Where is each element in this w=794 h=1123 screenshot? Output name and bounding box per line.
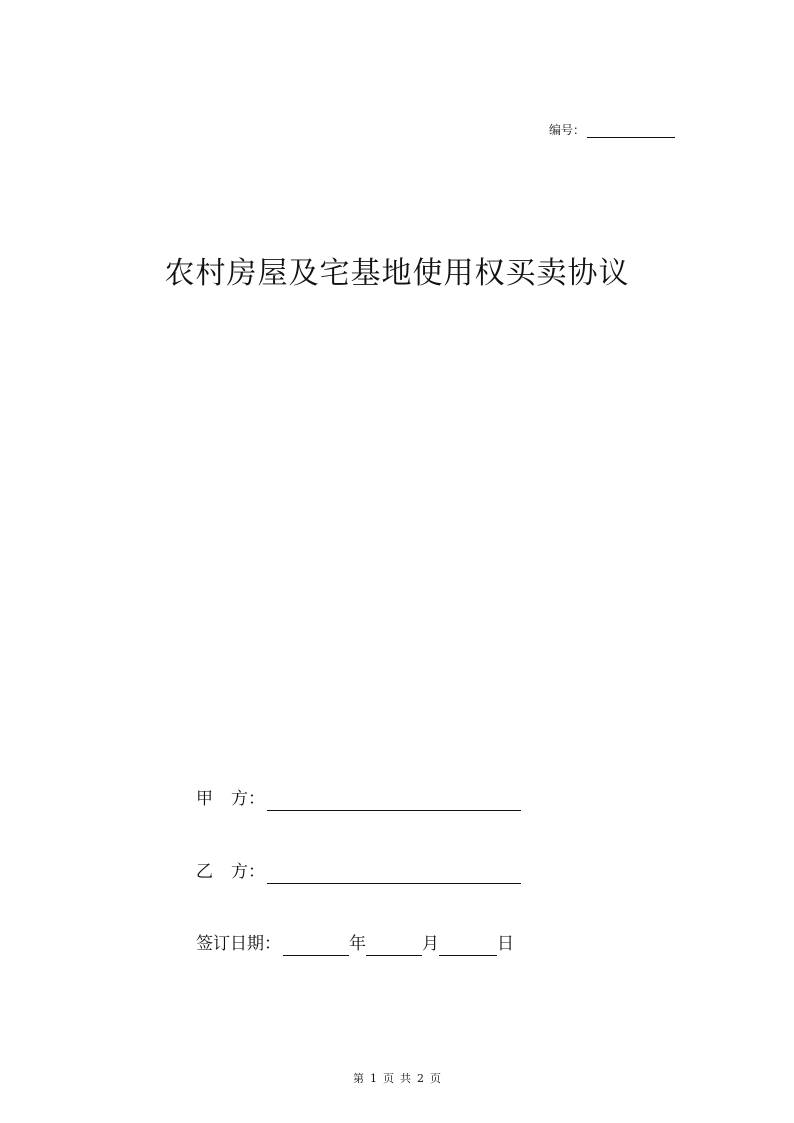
year-blank-line[interactable]	[283, 937, 349, 956]
current-page-number: 1	[370, 1072, 377, 1085]
sign-date-label: 签订日期：	[196, 934, 281, 954]
party-a-blank-line[interactable]	[267, 792, 521, 811]
serial-label: 编号：	[549, 123, 586, 137]
party-b-label: 乙 方：	[196, 862, 265, 882]
page-footer: 第 1 页 共 2 页	[353, 1072, 441, 1085]
day-unit: 日	[497, 934, 514, 954]
serial-blank-line[interactable]	[587, 125, 675, 138]
document-title: 农村房屋及宅基地使用权买卖协议	[164, 256, 630, 291]
party-a-label: 甲 方：	[196, 789, 265, 809]
day-blank-line[interactable]	[439, 937, 497, 956]
month-unit: 月	[422, 934, 439, 954]
party-b-blank-line[interactable]	[267, 865, 521, 884]
sign-date-field	[196, 932, 514, 956]
year-unit: 年	[349, 934, 366, 954]
party-a-field	[196, 787, 521, 811]
month-blank-line[interactable]	[366, 937, 422, 956]
party-b-field	[196, 860, 521, 884]
total-page-number: 2	[417, 1072, 424, 1085]
serial-number	[549, 122, 675, 138]
